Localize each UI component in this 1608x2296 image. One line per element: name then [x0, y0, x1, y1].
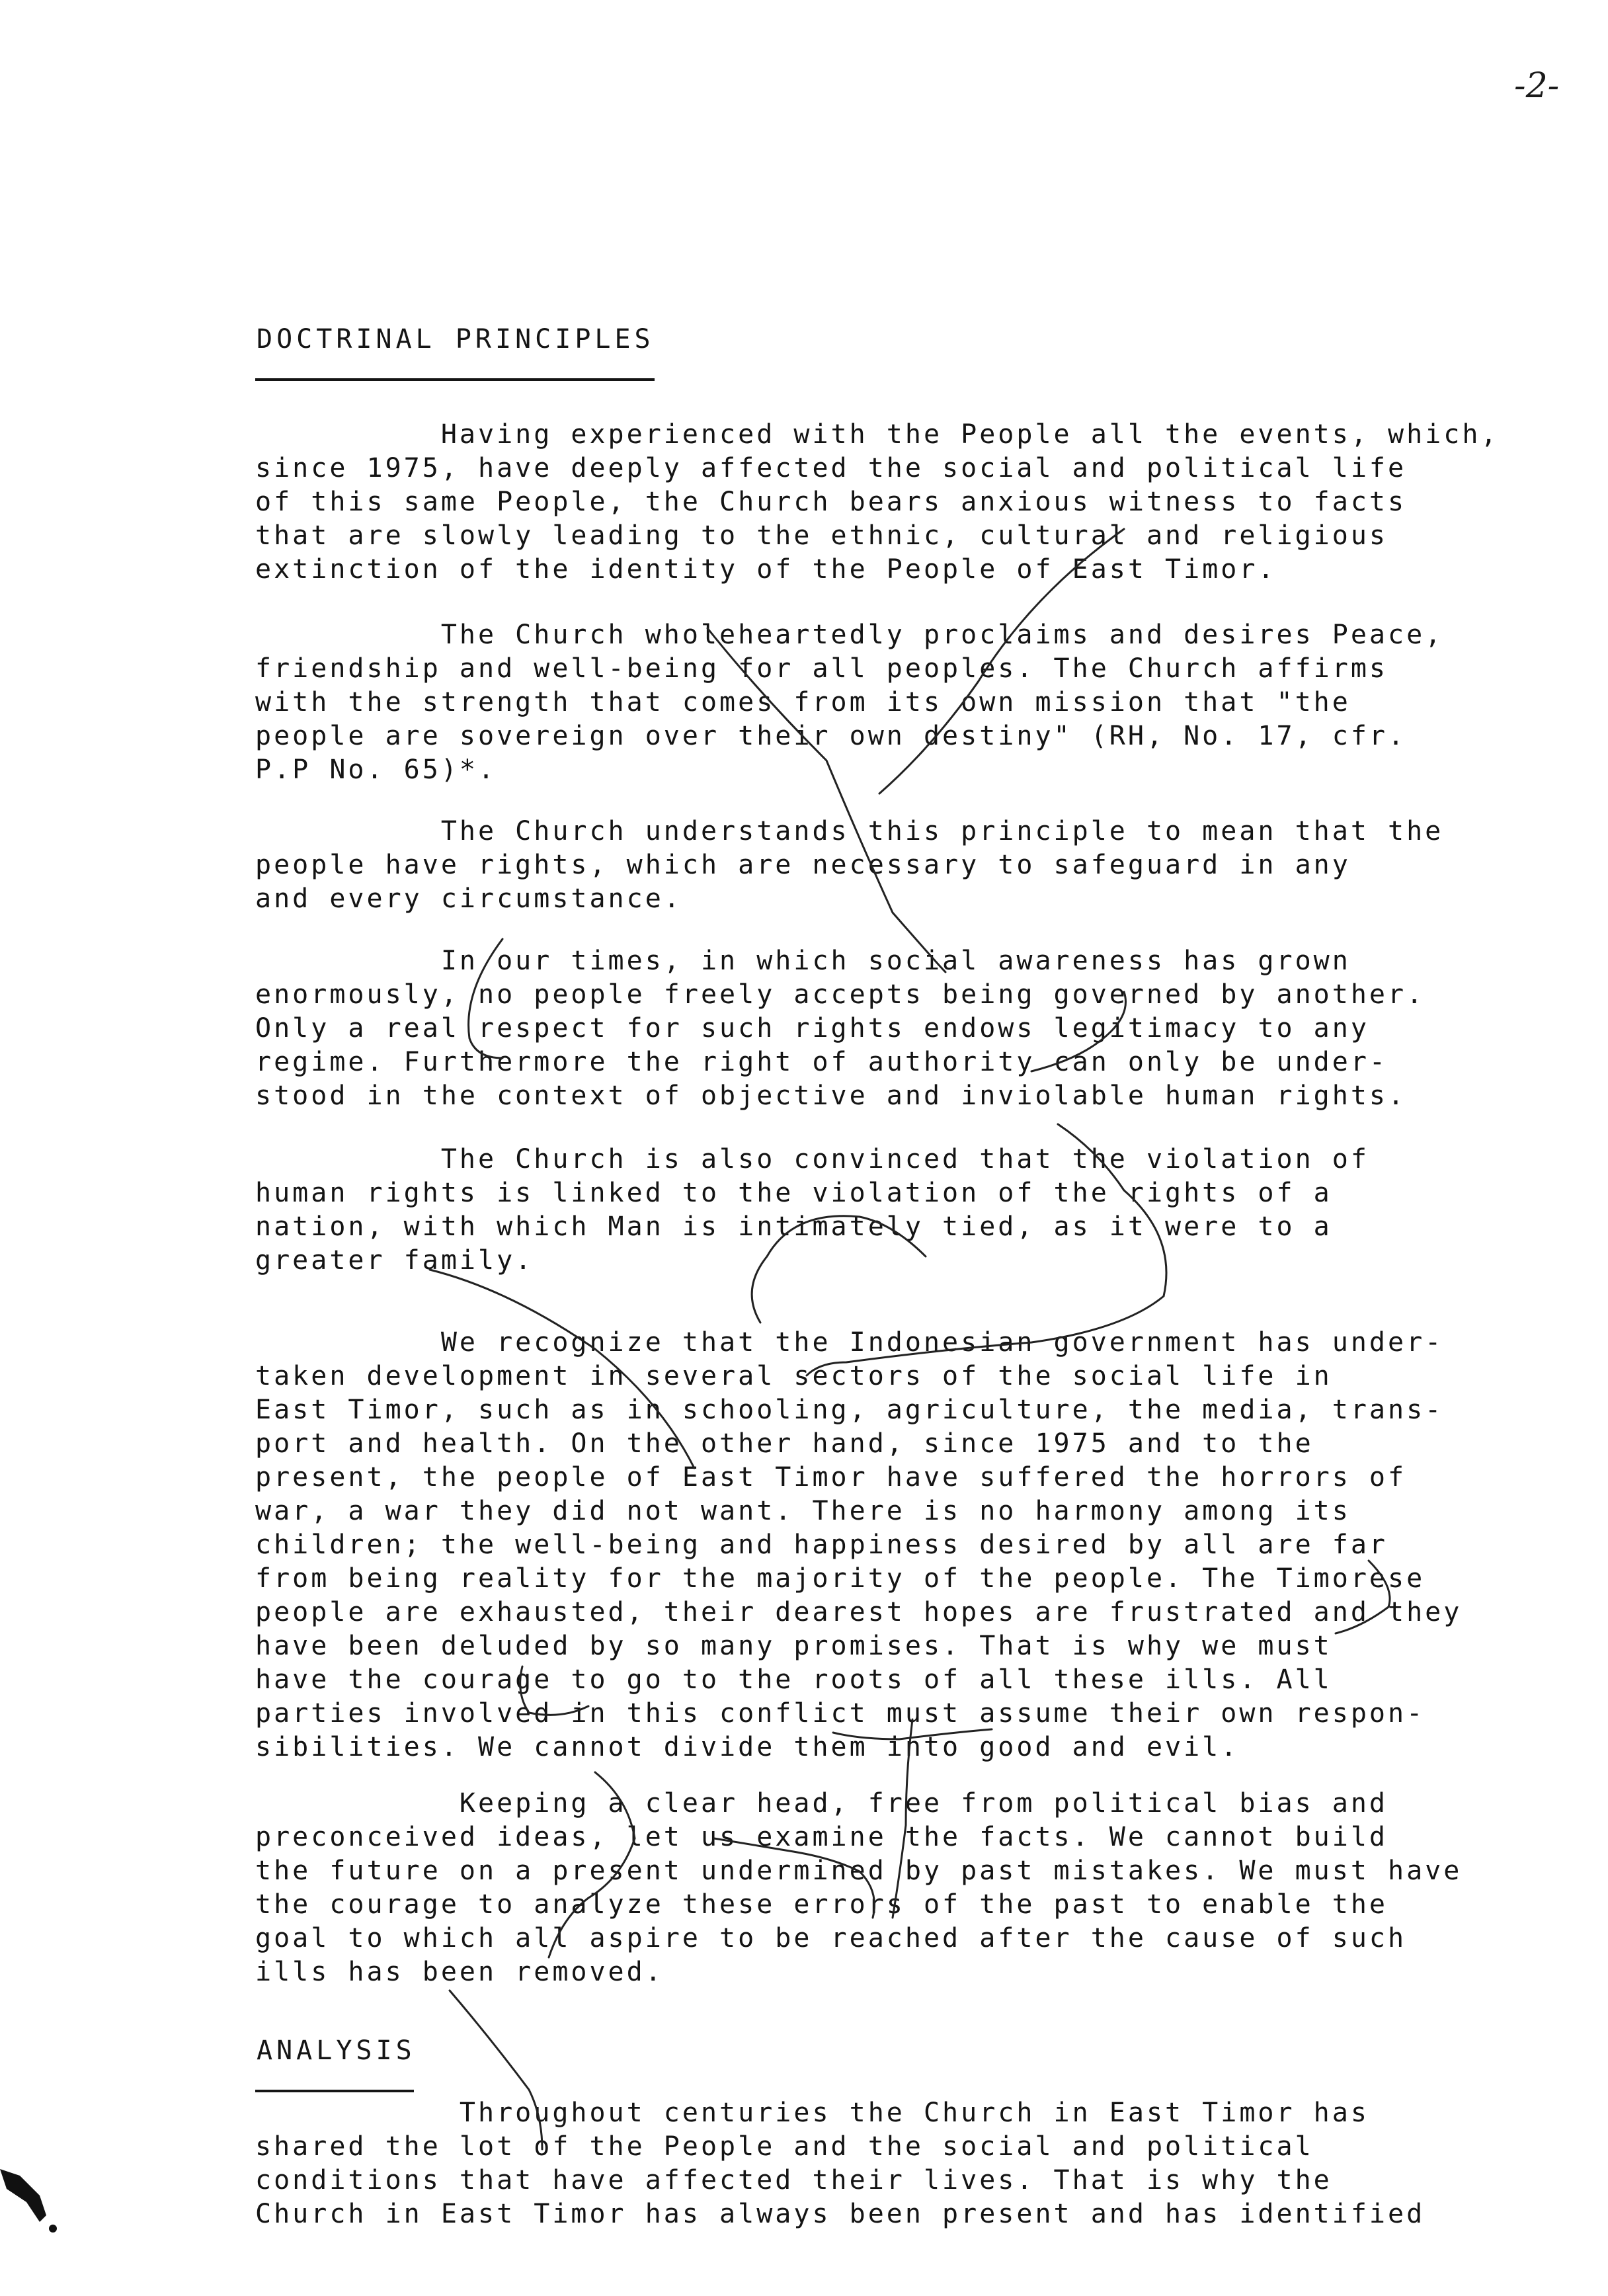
- text-line: people are exhausted, their dearest hopes are frustrated and they: [255, 1597, 1463, 1627]
- page-number: -2-: [1514, 66, 1560, 106]
- text-line: ills has been removed.: [255, 1957, 664, 1987]
- text-line: Only a real respect for such rights endows legitimacy to any: [255, 1013, 1369, 1044]
- text-line: East Timor, such as in schooling, agriculture, the media, trans-: [255, 1395, 1444, 1425]
- text-line: the courage to analyze these errors of the past to enable the: [255, 1889, 1388, 1920]
- paragraph-3: [255, 815, 1564, 916]
- ink-blot: [0, 2169, 46, 2222]
- text-line: In our times, in which social awareness has grown: [255, 946, 1351, 976]
- text-line: shared the lot of the People and the social and political: [255, 2131, 1314, 2162]
- text-line: and every circumstance.: [255, 883, 682, 914]
- text-line: greater family.: [255, 1245, 534, 1276]
- text-line: Having experienced with the People all the events, which,: [255, 419, 1500, 450]
- text-line: sibilities. We cannot divide them into good and evil.: [255, 1732, 1240, 1762]
- text-line: nation, with which Man is intimately tied, as it were to a: [255, 1211, 1332, 1242]
- paragraph-7: [255, 1787, 1564, 1989]
- text-line: The Church wholeheartedly proclaims and desires Peace,: [255, 620, 1444, 650]
- text-line: that are slowly leading to the ethnic, cultural and religious: [255, 520, 1388, 551]
- text-line: The Church understands this principle to mean that the: [255, 816, 1444, 846]
- text-line: enormously, no people freely accepts being governed by another.: [255, 979, 1426, 1010]
- text-line: parties involved in this conflict must assume their own respon-: [255, 1698, 1426, 1729]
- paragraph-6: [255, 1326, 1564, 1764]
- text-line: people have rights, which are necessary to safeguard in any: [255, 850, 1351, 880]
- text-line: have the courage to go to the roots of all these ills. All: [255, 1664, 1332, 1695]
- text-line: have been deluded by so many promises. That is why we must: [255, 1631, 1332, 1661]
- text-line: with the strength that comes from its own mission that "the: [255, 687, 1351, 718]
- text-line: regime. Furthermore the right of authority can only be under-: [255, 1047, 1388, 1077]
- text-line: human rights is linked to the violation of the rights of a: [255, 1178, 1332, 1208]
- section-heading-doctrinal: DOCTRINAL PRINCIPLES: [257, 324, 655, 354]
- text-line: port and health. On the other hand, since 1975 and to the: [255, 1428, 1314, 1459]
- text-line: children; the well-being and happiness desired by all are far: [255, 1530, 1388, 1560]
- text-line: people are sovereign over their own destiny" (RH, No. 17, cfr.: [255, 721, 1407, 751]
- text-line: We recognize that the Indonesian government has under-: [255, 1327, 1444, 1358]
- text-line: Church in East Timor has always been present and has identified: [255, 2199, 1426, 2229]
- text-line: The Church is also convinced that the violation of: [255, 1144, 1369, 1174]
- text-line: preconceived ideas, let us examine the facts. We cannot build: [255, 1822, 1388, 1852]
- section-heading-analysis: ANALYSIS: [257, 2035, 416, 2066]
- paragraph-analysis-1: [255, 2096, 1564, 2231]
- paragraph-1: [255, 418, 1564, 587]
- text-line: present, the people of East Timor have suffered the horrors of: [255, 1462, 1407, 1493]
- text-line: P.P No. 65)*.: [255, 755, 497, 785]
- text-line: Keeping a clear head, free from political bias and: [255, 1788, 1388, 1819]
- heading-underline: [255, 2090, 414, 2092]
- text-line: stood in the context of objective and inviolable human rights.: [255, 1081, 1407, 1111]
- text-line: taken development in several sectors of the social life in: [255, 1361, 1332, 1391]
- text-line: conditions that have affected their lives. That is why the: [255, 2165, 1332, 2195]
- paragraph-2: [255, 618, 1564, 787]
- text-line: goal to which all aspire to be reached after the cause of such: [255, 1923, 1407, 1953]
- text-line: extinction of the identity of the People of East Timor.: [255, 554, 1277, 585]
- paragraph-4: [255, 944, 1564, 1113]
- text-line: the future on a present undermined by past mistakes. We must have: [255, 1856, 1463, 1886]
- text-line: friendship and well-being for all peoples. The Church affirms: [255, 653, 1388, 684]
- text-line: of this same People, the Church bears anxious witness to facts: [255, 487, 1407, 517]
- paragraph-5: [255, 1143, 1564, 1278]
- text-line: since 1975, have deeply affected the social and political life: [255, 453, 1407, 483]
- heading-underline: [255, 378, 655, 381]
- ink-dot: [49, 2225, 57, 2233]
- text-line: from being reality for the majority of the people. The Timorese: [255, 1563, 1426, 1594]
- text-line: Throughout centuries the Church in East Timor has: [255, 2098, 1369, 2128]
- text-line: war, a war they did not want. There is no harmony among its: [255, 1496, 1351, 1526]
